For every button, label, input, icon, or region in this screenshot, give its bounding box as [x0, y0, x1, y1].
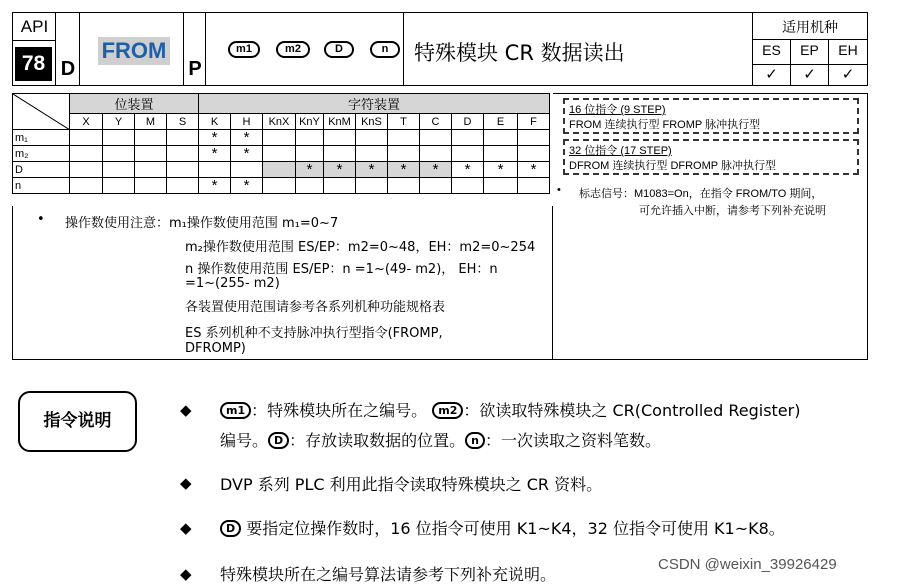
- device-cell: [324, 178, 356, 194]
- device-cell: *: [518, 162, 550, 178]
- device-cell: [70, 130, 103, 146]
- desc-line-5: 特殊模块所在之编号算法请参考下列补充说明。: [220, 565, 557, 584]
- device-row: [13, 146, 550, 162]
- device-cell: [518, 130, 550, 146]
- column-header: KnS: [356, 114, 388, 130]
- row-label: D: [13, 162, 70, 178]
- corner-cell: [13, 94, 70, 130]
- note-bullet: •: [37, 212, 45, 227]
- diamond-bullet: ◆: [180, 475, 192, 492]
- device-cell: [167, 178, 199, 194]
- desc-m2-text: ：欲读取特殊模块之 CR(Controlled Register): [463, 401, 801, 420]
- device-cell: [356, 146, 388, 162]
- diagonal-line: [13, 94, 70, 130]
- desc-line-2: [220, 428, 661, 451]
- device-cell: [103, 130, 135, 146]
- bit-device-group: 位装置: [70, 94, 199, 114]
- device-cell: [388, 178, 420, 194]
- device-cell: *: [296, 162, 324, 178]
- operand-badge-m2: m2: [276, 41, 310, 58]
- note-line: DFROMP): [185, 341, 246, 356]
- column-header: M: [135, 114, 167, 130]
- device-cell: [167, 146, 199, 162]
- column-header: Y: [103, 114, 135, 130]
- column-header: S: [167, 114, 199, 130]
- device-cell: *: [199, 130, 231, 146]
- api-label: API: [13, 15, 56, 41]
- device-cell: [388, 146, 420, 162]
- device-cell: *: [231, 130, 263, 146]
- operands-cell: [206, 13, 404, 85]
- step32-line: DFROM 连续执行型 DFROMP 脉冲执行型: [569, 160, 776, 172]
- operand-badge-n: n: [370, 41, 400, 58]
- diamond-bullet: ◆: [180, 520, 192, 537]
- operand-badge-d: D: [324, 41, 354, 58]
- device-cell: [263, 162, 296, 178]
- device-row: [13, 178, 550, 194]
- row-label: n: [13, 178, 70, 194]
- column-header: H: [231, 114, 263, 130]
- group-header-row: [13, 94, 550, 114]
- model-name: EP: [800, 42, 819, 58]
- desc-line-1: [220, 398, 800, 421]
- desc-line-4: [220, 516, 785, 539]
- models-cell: [753, 13, 867, 85]
- device-cell: [452, 130, 484, 146]
- note-line: =1~(255- m2): [185, 276, 280, 291]
- device-cell: [420, 146, 452, 162]
- device-cell: *: [484, 162, 518, 178]
- step16-title: 16 位指令 (9 STEP): [569, 104, 666, 116]
- note-line: ES 系列机种不支持脉冲执行型指令(FROMP,: [185, 326, 443, 341]
- p-suffix-cell: [184, 13, 206, 85]
- desc-line-4-text: 要指定位操作数时，16 位指令可使用 K1~K4，32 位指令可使用 K1~K8。: [241, 519, 785, 538]
- model-check: ✓: [753, 64, 790, 86]
- device-cell: [452, 146, 484, 162]
- desc-d-text: ：存放读取数据的位置。: [289, 431, 466, 450]
- operand-notes: [12, 206, 553, 360]
- device-cell: [231, 162, 263, 178]
- instruction-description-label: 指令说明: [18, 391, 137, 452]
- model-name: EH: [838, 42, 858, 58]
- step16-line: FROM 连续执行型 FROMP 脉冲执行型: [569, 119, 761, 131]
- device-cell: [324, 146, 356, 162]
- operand-badge-n: n: [465, 432, 485, 449]
- note-intro: 操作数使用注意：m₁操作数使用范围 m₁=0~7: [65, 216, 339, 231]
- device-cell: [484, 146, 518, 162]
- device-cell: *: [231, 146, 263, 162]
- device-cell: [135, 146, 167, 162]
- row-label: m₂: [13, 146, 70, 162]
- watermark: CSDN @weixin_39926429: [658, 556, 837, 573]
- column-header: D: [452, 114, 484, 130]
- note-line: n 操作数使用范围 ES/EP：n =1~(49- m2)， EH：n: [185, 262, 498, 277]
- column-header: KnY: [296, 114, 324, 130]
- column-header: C: [420, 114, 452, 130]
- operand-badge-d: D: [220, 520, 241, 537]
- device-cell: [296, 146, 324, 162]
- instruction-title: 特殊模块 CR 数据读出: [414, 41, 625, 65]
- device-cell: [263, 178, 296, 194]
- api-cell: [13, 13, 56, 85]
- device-row: [13, 162, 550, 178]
- word-device-group: 字符装置: [199, 94, 550, 114]
- model-eh: [829, 39, 867, 85]
- step32-title: 32 位指令 (17 STEP): [569, 145, 672, 157]
- model-ep: [791, 39, 829, 85]
- column-header: KnM: [324, 114, 356, 130]
- model-check: ✓: [791, 64, 828, 86]
- step32-box: [563, 139, 859, 175]
- column-header: KnX: [263, 114, 296, 130]
- device-cell: *: [388, 162, 420, 178]
- column-header: X: [70, 114, 103, 130]
- device-cell: [199, 162, 231, 178]
- mnemonic: FROM: [98, 37, 170, 65]
- note-line: m₂操作数使用范围 ES/EP：m2=0~48，EH：m2=0~254: [185, 240, 536, 255]
- column-header: K: [199, 114, 231, 130]
- note-line: 各装置使用范围请参考各系列机种功能规格表: [185, 300, 446, 315]
- device-cell: *: [199, 146, 231, 162]
- device-cell: [420, 178, 452, 194]
- desc-m1-text: ：特殊模块所在之编号。: [251, 401, 428, 420]
- device-cell: [263, 130, 296, 146]
- d-prefix-cell: [56, 13, 80, 85]
- device-cell: [324, 130, 356, 146]
- device-cell: [420, 130, 452, 146]
- device-cell: *: [231, 178, 263, 194]
- device-cell: [70, 146, 103, 162]
- device-cell: [356, 130, 388, 146]
- device-cell: [167, 162, 199, 178]
- operand-badge-m2: m2: [432, 402, 463, 419]
- p-suffix: P: [188, 58, 202, 80]
- model-check: ✓: [829, 64, 867, 86]
- device-cell: [388, 130, 420, 146]
- device-cell: *: [420, 162, 452, 178]
- flag-line-1: 标志信号：M1083=On，在指令 FROM/TO 期间，: [579, 188, 823, 200]
- device-table: [12, 93, 550, 194]
- device-row: [13, 130, 550, 146]
- column-header-row: [13, 114, 550, 130]
- device-cell: [484, 178, 518, 194]
- desc-number-text: 编号。: [220, 431, 269, 450]
- device-cell: [103, 146, 135, 162]
- models-title: 适用机种: [782, 20, 838, 36]
- d-prefix: D: [60, 58, 76, 80]
- desc-line-3: DVP 系列 PLC 利用此指令读取特殊模块之 CR 资料。: [220, 475, 603, 494]
- operand-badge-d: D: [268, 432, 289, 449]
- device-cell: [356, 178, 388, 194]
- device-cell: *: [356, 162, 388, 178]
- column-header: E: [484, 114, 518, 130]
- api-number: 78: [15, 47, 52, 81]
- device-cell: *: [324, 162, 356, 178]
- device-cell: [296, 178, 324, 194]
- step16-box: [563, 98, 859, 134]
- device-cell: [296, 130, 324, 146]
- device-cell: [518, 178, 550, 194]
- title-cell: [404, 13, 753, 85]
- device-cell: *: [452, 162, 484, 178]
- device-cell: [518, 146, 550, 162]
- model-es: [753, 39, 791, 85]
- column-header: F: [518, 114, 550, 130]
- device-cell: [484, 130, 518, 146]
- device-cell: [103, 178, 135, 194]
- device-cell: [452, 178, 484, 194]
- device-cell: [103, 162, 135, 178]
- column-header: T: [388, 114, 420, 130]
- diamond-bullet: ◆: [180, 566, 192, 583]
- device-cell: [263, 146, 296, 162]
- device-cell: [135, 130, 167, 146]
- device-cell: [70, 178, 103, 194]
- diamond-bullet: ◆: [180, 402, 192, 419]
- device-cell: [135, 162, 167, 178]
- step-info-panel: [553, 93, 868, 360]
- device-cell: [167, 130, 199, 146]
- operand-badge-m1: m1: [220, 402, 251, 419]
- instruction-header: [12, 12, 868, 86]
- model-name: ES: [762, 42, 781, 58]
- flag-line-2: 可允许插入中断，请参考下列补充说明: [639, 205, 826, 217]
- desc-n-text: ：一次读取之资料笔数。: [485, 431, 662, 450]
- flag-bullet: •: [557, 184, 561, 196]
- mnemonic-cell: [80, 13, 184, 85]
- operand-badge-m1: m1: [228, 41, 260, 58]
- row-label: m₁: [13, 130, 70, 146]
- device-cell: [135, 178, 167, 194]
- device-cell: [70, 162, 103, 178]
- device-cell: *: [199, 178, 231, 194]
